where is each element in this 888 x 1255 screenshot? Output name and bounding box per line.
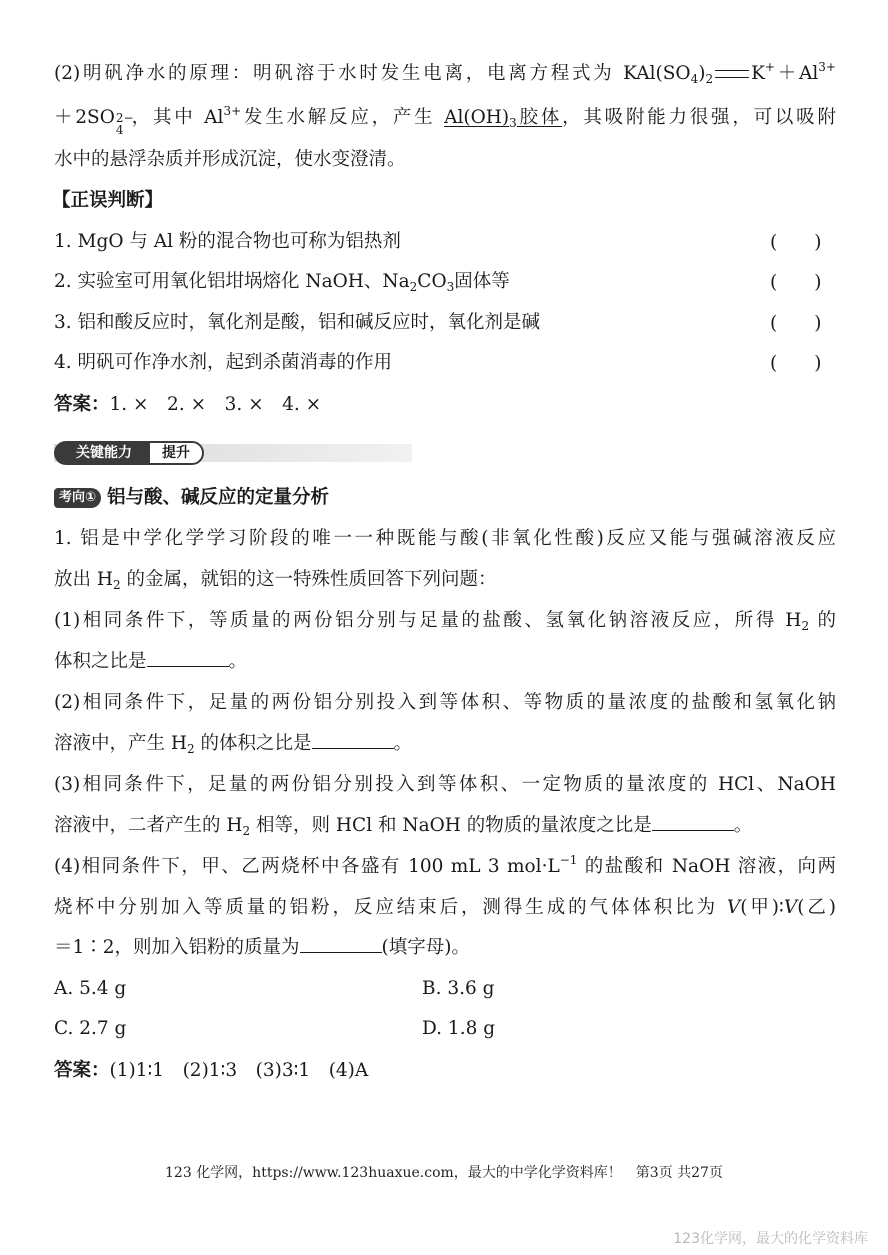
judge-item-4: 4. 明矾可作净水剂，起到杀菌消毒的作用 [54, 352, 393, 373]
q1-part1-line-1: (1)相同条件下，等质量的两份铝分别与足量的盐酸、氢氧化钠溶液反应，所得 $H_2$ 的 [54, 610, 836, 633]
answer-blank-2[interactable] [312, 730, 394, 749]
intro-line-3: 水中的悬浮杂质并形成沉淀，使水变澄清。 [54, 149, 406, 170]
q1-part4-line-2: 烧杯中分别加入等质量的铝粉，反应结束后，测得生成的气体体积比为 V(甲)∶V(乙) [54, 897, 836, 918]
answer-blank-3[interactable] [652, 812, 734, 831]
key-ability-banner [54, 441, 414, 465]
judge-item-3: 3. 铝和酸反应时，氧化剂是酸，铝和碱反应时，氧化剂是碱 [54, 312, 541, 333]
section-heading [54, 484, 836, 512]
page-footer: 123 化学网，https://www.123huaxue.com，最大的中学化学资料库！ 第3页 共27页 [165, 1165, 723, 1181]
judge-paren-4: ( ) [770, 353, 822, 374]
equal-sign-icon [715, 70, 749, 78]
intro-line-2: ＋2SO 2− 4 ，其中 $Al^{3+}$发生水解反应，产生 $Al(OH)_3$胶体，其吸附能力很强，可以吸附 [54, 104, 836, 137]
q1-part4-line-1: (4)相同条件下，甲、乙两烧杯中各盛有 100 mL 3 $mol\cdot L^{-1}$ 的盐酸和 NaOH 溶液，向两 [54, 853, 836, 877]
judge-item-2: 2. 实验室可用氧化铝坩埚熔化 NaOH、$Na_2CO_3$固体等 [54, 271, 510, 294]
q1-part3-line-2: 溶液中，二者产生的 $H_2$ 相等，则 HCl 和 NaOH 的物质的量浓度之比是 。 [54, 812, 836, 840]
q1-line-1: 1. 铝是中学化学学习阶段的唯一一种既能与酸(非氧化性酸)反应又能与强碱溶液反应 [54, 528, 836, 549]
option-c: C. 2.7 g [54, 1018, 127, 1039]
q1-part2-line-1: (2)相同条件下，足量的两份铝分别投入到等体积、等物质的量浓度的盐酸和氢氧化钠 [54, 692, 836, 713]
watermark: 123化学网，最大的化学资料库 [673, 1231, 868, 1247]
judge-title: 【正误判断】 [52, 190, 164, 211]
option-a: A. 5.4 g [54, 978, 127, 999]
q1-answer: 答案：(1)1∶1 (2)1∶3 (3)3∶1 (4)A [54, 1060, 369, 1081]
banner-right-label: 提升 [148, 441, 204, 465]
option-b: B. 3.6 g [422, 978, 495, 999]
judge-paren-2: ( ) [770, 272, 822, 293]
banner-left-label: 关键能力 [54, 441, 154, 465]
option-d: D. 1.8 g [422, 1018, 496, 1039]
judge-paren-1: ( ) [770, 232, 822, 253]
underlined-term: $Al(OH)_3$胶体 [444, 107, 563, 130]
q1-part2-line-2: 溶液中，产生 $H_2$ 的体积之比是 。 [54, 730, 836, 758]
judge-item-1: 1. MgO 与 Al 粉的混合物也可称为铝热剂 [54, 231, 401, 252]
section-tag: 考向① [54, 488, 101, 508]
judge-answer: 答案：1. × 2. × 3. × 4. × [54, 394, 322, 415]
judge-paren-3: ( ) [770, 313, 822, 334]
sulfate-charge: 2− 4 [115, 111, 134, 137]
q1-part1-line-2: 体积之比是 。 [54, 648, 836, 676]
q1-part3-line-1: (3)相同条件下，足量的两份铝分别投入到等体积、一定物质的量浓度的 HCl、NaOH [54, 774, 836, 795]
q1-line-2: 放出 $H_2$ 的金属，就铝的这一特殊性质回答下列问题： [54, 569, 497, 592]
section-title: 铝与酸、碱反应的定量分析 [107, 487, 330, 508]
answer-blank-4[interactable] [300, 934, 382, 953]
q1-part4-line-3: ＝1∶2，则加入铝粉的质量为 (填字母)。 [54, 934, 836, 962]
intro-line-1: (2)明矾净水的原理：明矾溶于水时发生电离，电离方程式为 $KAl(SO_4)_2$ $K^++Al^{3+}$ [54, 60, 836, 86]
answer-blank-1[interactable] [147, 648, 229, 667]
